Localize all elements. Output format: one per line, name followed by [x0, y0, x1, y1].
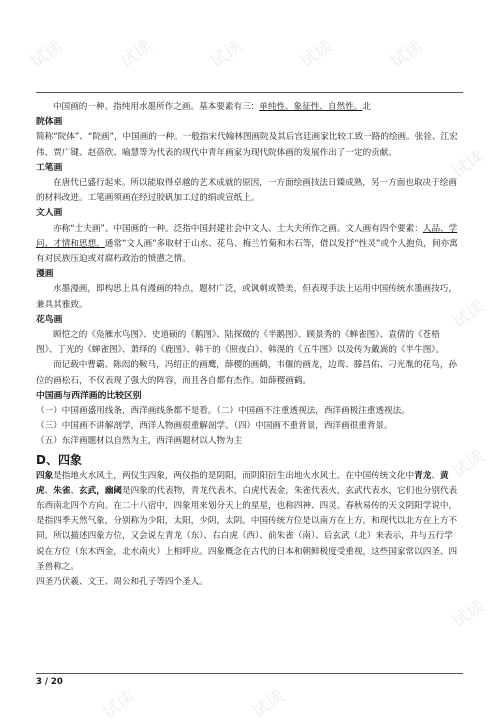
comparison-line-1: （一）中国画盛用线条，西洋画线条都不是看。（二）中国画不注重透视法，西洋画极注重透视法。 — [36, 406, 410, 417]
heading-yuanti: 院体画 — [36, 117, 63, 128]
watermark: 试读 — [448, 446, 489, 483]
paragraph-wenren — [36, 222, 460, 268]
paragraph-sixiang — [36, 469, 460, 575]
watermark: 试读 — [248, 686, 289, 723]
sixiang-huanghu: 黄虎 — [36, 470, 449, 496]
sep: 、 — [70, 485, 80, 496]
intro-underlined: 单纯性、象征性、自然性。 — [259, 102, 363, 112]
watermark: 试读 — [206, 36, 247, 73]
heading-manhua: 漫画 — [36, 269, 54, 280]
sep: 、 — [44, 485, 54, 496]
watermark: 试读 — [448, 596, 489, 633]
heading-sixiang: D、四象 — [36, 452, 82, 467]
comparison-line-3: （五）东洋画题材以自然为主，西洋画题材以人物为主 — [36, 436, 243, 447]
sixiang-qinglong: 青龙 — [414, 470, 432, 481]
heading-gongbi: 工笔画 — [36, 162, 63, 173]
sixiang-xuanwu: 玄武 — [79, 485, 97, 496]
paragraph-manhua: 水墨漫画，即构思上具有漫画的特点，题材广泛，或讽刺或赞美，但表现手法上运用中国传统水墨画技巧，兼具其雅致。 — [36, 284, 457, 310]
comparison-line-2: （三）中国画不讲解剖学，西洋人物画很重解剖学。（四）中国画不重背景，西洋画很重背景。 — [36, 421, 393, 432]
sixiang-youyu: ，幽阈 — [96, 485, 123, 496]
heading-wenren: 文人画 — [36, 208, 63, 219]
watermark: 试读 — [296, 36, 337, 73]
page-number: 3 / 20 — [36, 677, 63, 687]
paragraph-huaniao-2: 而记载中曹霸、陈闳的鞍马，冯绍正的画鹰，薛稷的画鹤，韦偃的画龙，边鸾、滕昌佑、刁光胤的花鸟，孙位的画松石，不仅表现了强大的阵容，而且各自都有杰作。如薛稷画鹤。 — [36, 360, 457, 386]
wenren-underlined: 人品、学问、才情和思想。 — [36, 223, 458, 249]
paragraph-sisheng: 四圣乃伏羲、文王、周公和孔子等四个圣人。 — [36, 577, 208, 588]
wenren-text-b: 通常“文人画”多取材于山水、花鸟、梅兰竹菊和木石等，借以发抒“性灵”或个人抱负，间亦寓有对民族压迫或对腐朽政治的愤懑之情。 — [36, 238, 458, 265]
sixiang-zhuque: 朱雀 — [53, 485, 71, 496]
page-body — [36, 100, 460, 590]
sixiang-text-c: 是四象的代表物，青龙代表木，白虎代表金，朱雀代表火，玄武代表水，它们也分别代表东西南北四个方向。在二十八宿中，四象用来划分天上的星星，也称四神、四灵。春秋易传的天文阴阳学说中，是指四季天然气象，分别称为少阳，太阳，少阴，太阴。中国传统方位是以南方在上方，和现代以北方在上方不同，所以描述四象方位，又会说左青龙（东）、右白虎（西）、前朱雀（南）、后玄武（北）来表示，并与五行学说在方位（东木西金，北水南火）上相呼应。四象概念在古代的日本和朝鲜极度受重视，这些国家常以四圣、四圣兽称之。 — [36, 485, 458, 572]
sep: 、 — [431, 470, 440, 481]
paragraph-gongbi: 在唐代已盛行起来。所以能取得卓越的艺术成就的原因，一方面绘画技法日臻成熟，另一方面也取决于绘画的材料改进。工笔画须画在经过胶矾加工过的绢或宣纸上。 — [36, 178, 457, 204]
heading-huaniao: 花鸟画 — [36, 314, 63, 325]
intro-text: 中国画的一种。指纯用水墨所作之画。基本要素有三： — [53, 102, 260, 112]
watermark: 试读 — [386, 36, 427, 73]
intro-tail: 北 — [362, 102, 372, 112]
watermark: 试读 — [98, 686, 139, 723]
heading-comparison: 中国画与西洋画的比较区别 — [36, 390, 142, 401]
footer-rule — [36, 673, 463, 674]
paragraph-yuanti: 简称“院体”、“院画”，中国画的一种。一般指宋代翰林图画院及其后宫廷画家比较工致一路的绘画。张铨、江宏伟、贾广键、赵蓓欣、喻慧等为代表的现代中青年画家为现代院体画的发展作出了一定的贡献。 — [36, 132, 458, 158]
wenren-text-a: 亦称“士夫画”。中国画的一种。泛指中国封建社会中文人、士大夫所作之画。文人画有四个要素： — [53, 223, 423, 234]
watermark: 试读 — [448, 146, 489, 183]
sixiang-lead: 四象 — [36, 470, 54, 481]
sixiang-text-a: 是指地火水风土，两仪生四象，两仪指的是阴阳，而阴阳衍生出地火水风土。在中国传统文化中 — [53, 470, 415, 481]
watermark: 试读 — [448, 296, 489, 333]
header-rule — [36, 92, 463, 93]
watermark: 试读 — [116, 36, 157, 73]
intro-paragraph — [36, 100, 460, 115]
paragraph-huaniao-1: 顾恺之的《凫雁水鸟图》、史道硕的《鹅图》、陆探微的《半鹅图》、顾景秀的《蝉雀图》、袁倩的《苍梧图》、丁光的《蝉雀图》、萧绎的《鹿图》、韩干的《照夜白》、韩滉的《五牛图》以及传为戴嵩的《半牛图》。 — [36, 330, 445, 356]
watermark: 试读 — [26, 36, 67, 73]
